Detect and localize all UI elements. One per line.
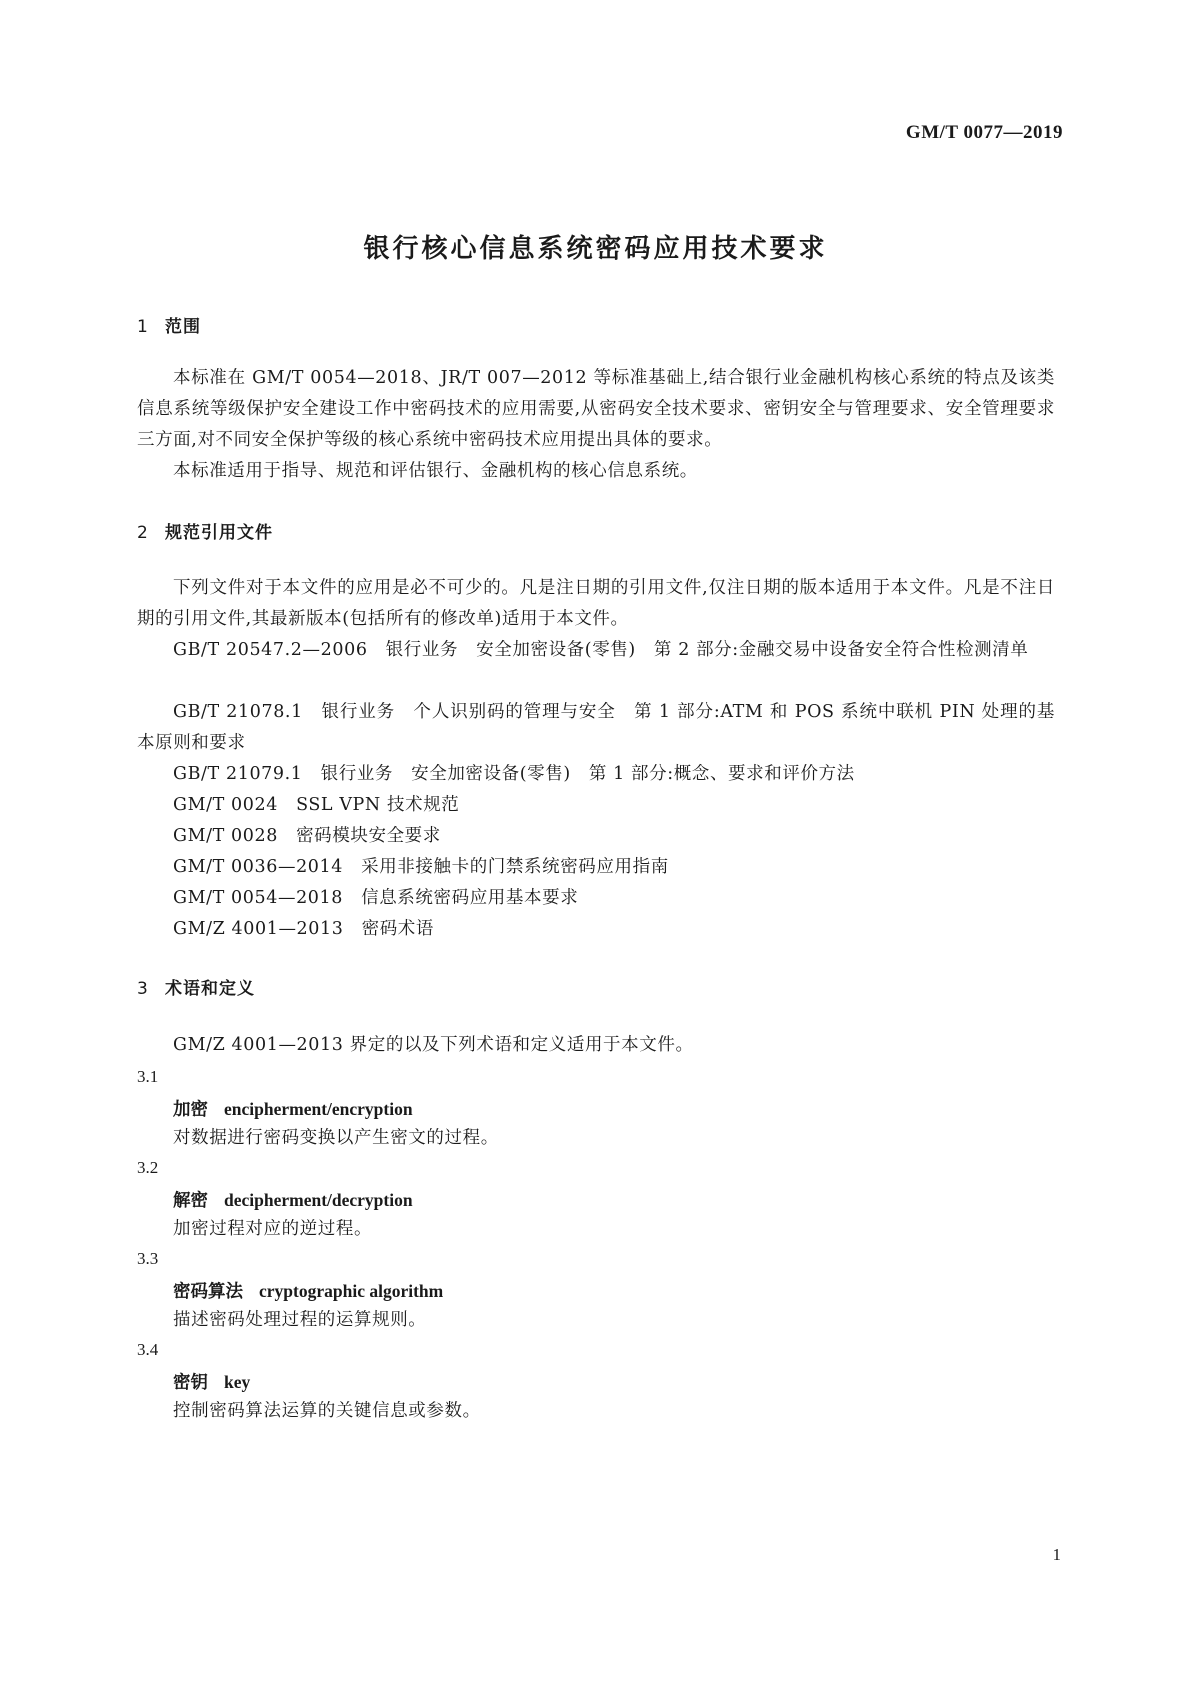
section-heading-scope [137, 312, 201, 337]
section-title: 范围 [165, 317, 201, 337]
term-definition: 对数据进行密码变换以产生密文的过程。 [173, 1128, 499, 1148]
term-entry [173, 1096, 413, 1121]
reference-item: GM/T 0024 SSL VPN 技术规范 [173, 795, 460, 815]
section-heading-references [137, 518, 273, 543]
paragraph: 本标准适用于指导、规范和评估银行、金融机构的核心信息系统。 [173, 461, 698, 481]
term-en: cryptographic algorithm [259, 1281, 444, 1301]
term-definition: 描述密码处理过程的运算规则。 [173, 1310, 427, 1330]
term-number: 3.3 [137, 1249, 159, 1268]
term-number: 3.2 [137, 1158, 159, 1177]
term-zh: 解密 [173, 1191, 208, 1211]
term-zh: 加密 [173, 1100, 208, 1120]
term-definition: 控制密码算法运算的关键信息或参数。 [173, 1401, 481, 1421]
page-number: 1 [1052, 1545, 1061, 1564]
section-heading-terms [137, 974, 255, 999]
document-title: 银行核心信息系统密码应用技术要求 [363, 234, 828, 264]
section-title: 术语和定义 [165, 979, 255, 999]
section-number: 3 [137, 979, 149, 999]
section-number: 2 [137, 523, 149, 543]
reference-item: GM/Z 4001—2013 密码术语 [173, 919, 434, 939]
reference-item: GM/T 0054—2018 信息系统密码应用基本要求 [173, 888, 579, 908]
term-zh: 密码算法 [173, 1282, 243, 1302]
term-en: decipherment/decryption [224, 1190, 413, 1210]
term-definition: 加密过程对应的逆过程。 [173, 1219, 373, 1239]
term-entry [173, 1187, 413, 1212]
term-zh: 密钥 [173, 1373, 208, 1393]
term-entry [173, 1278, 443, 1303]
paragraph: 下列文件对于本文件的应用是必不可少的。凡是注日期的引用文件,仅注日期的版本适用于本文件。凡是不注日期的引用文件,其最新版本(包括所有的修改单)适用于本文件。 [137, 578, 1055, 629]
section-number: 1 [137, 317, 149, 337]
reference-item: GB/T 21079.1 银行业务 安全加密设备(零售) 第 1 部分:概念、要求和评价方法 [173, 764, 855, 784]
reference-item: GM/T 0028 密码模块安全要求 [173, 826, 441, 846]
standard-code: GM/T 0077—2019 [905, 122, 1063, 143]
paragraph: 本标准在 GM/T 0054—2018、JR/T 007—2012 等标准基础上,结合银行业金融机构核心系统的特点及该类信息系统等级保护安全建设工作中密码技术的应用需要,从密码安全技术要求、密钥安全与管理要求、安全管理要求三方面,对不同安全保护等级的核心系统中密码技术应用提出具体的要求。 [137, 368, 1055, 450]
term-entry [173, 1369, 250, 1394]
paragraph: GM/Z 4001—2013 界定的以及下列术语和定义适用于本文件。 [173, 1035, 694, 1055]
reference-item: GM/T 0036—2014 采用非接触卡的门禁系统密码应用指南 [173, 857, 669, 877]
section-title: 规范引用文件 [165, 523, 273, 543]
term-en: key [224, 1372, 251, 1392]
term-number: 3.4 [137, 1340, 159, 1359]
reference-item: GB/T 21078.1 银行业务 个人识别码的管理与安全 第 1 部分:ATM 和 POS 系统中联机 PIN 处理的基本原则和要求 [137, 702, 1055, 753]
reference-item: GB/T 20547.2—2006 银行业务 安全加密设备(零售) 第 2 部分:金融交易中设备安全符合性检测清单 [173, 640, 1029, 660]
term-number: 3.1 [137, 1067, 159, 1086]
term-en: encipherment/encryption [224, 1099, 413, 1119]
